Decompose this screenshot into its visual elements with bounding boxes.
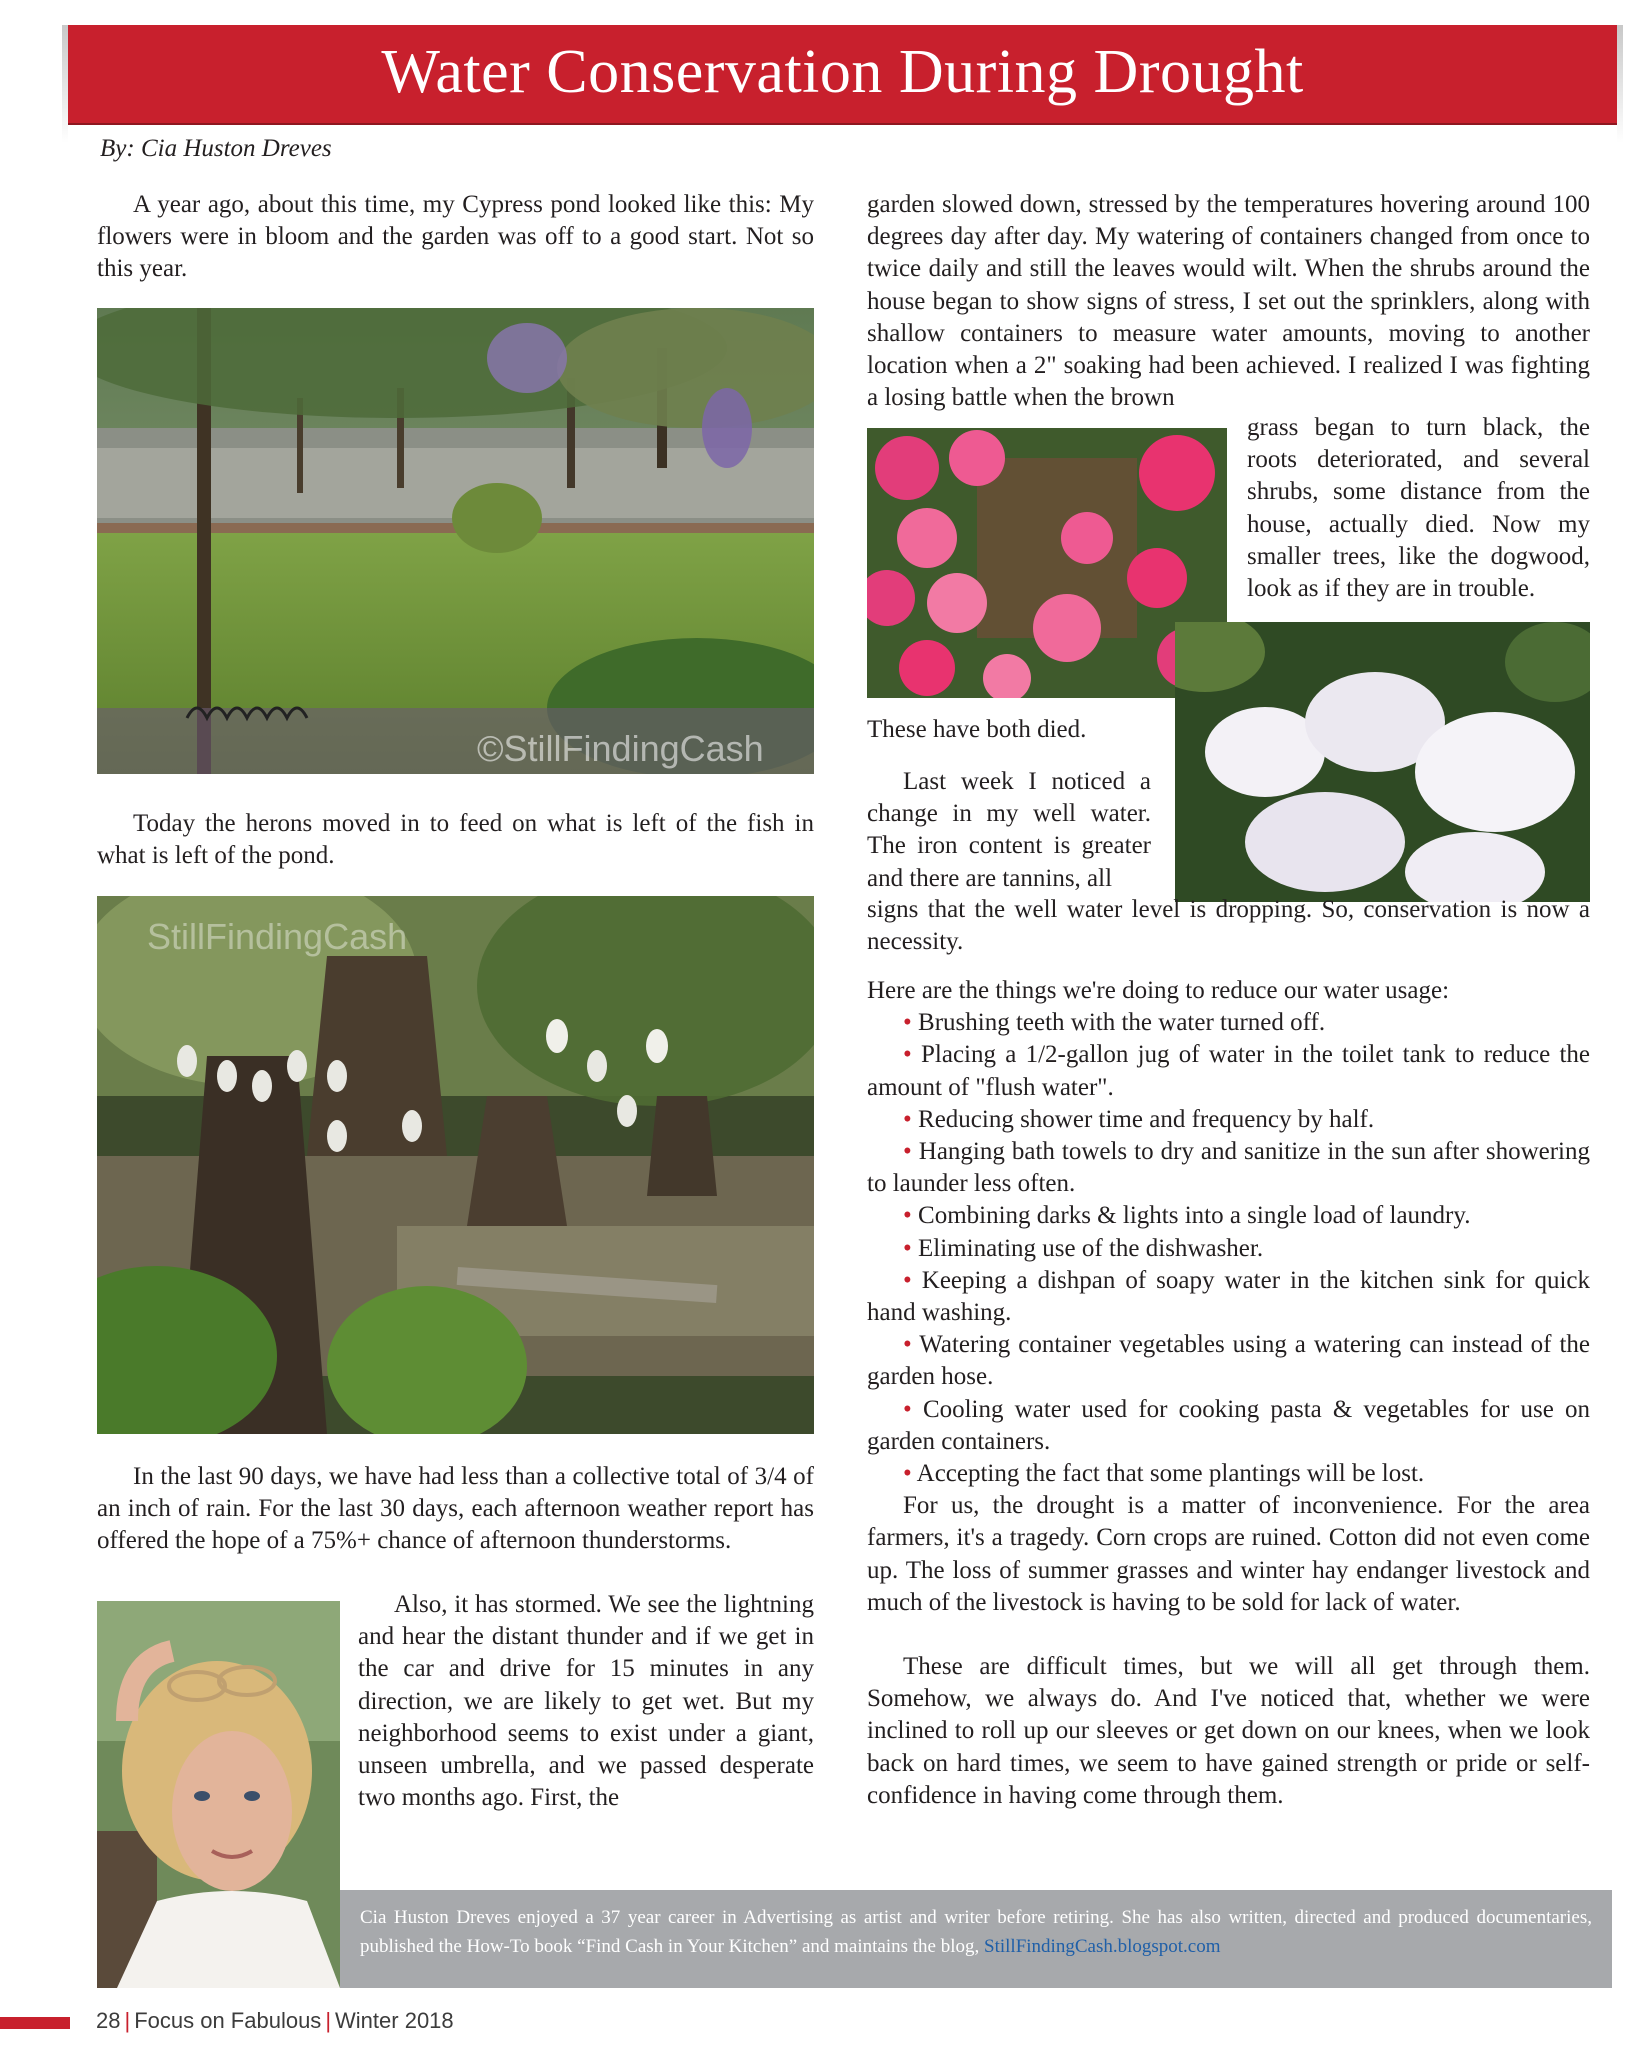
herons-photo-image xyxy=(97,896,814,1434)
right-paragraph-2-wrap: Last week I noticed a change in my well water. The iron content is greater and there are tannins, all xyxy=(867,768,1151,892)
blog-link[interactable]: StillFindingCash.blogspot.com xyxy=(984,1936,1221,1957)
publication-name: Focus on Fabulous xyxy=(134,2008,322,2033)
author-bio: Cia Huston Dreves enjoyed a 37 year career in Advertising as artist and writer before retiring. She has also written, directed and produced documentaries, published the How-To book “Find Cash in Your Kitchen” and maintains the blog, StillFindingCash.blogspot.com xyxy=(360,1907,1592,1957)
title-shadow-right xyxy=(1617,25,1623,143)
right-paragraph-2: signs that the well water level is dropping. So, conservation is now a necessity. xyxy=(867,896,1590,956)
list-item: • Reducing shower time and frequency by half. xyxy=(903,1105,1375,1133)
list-item: • Eliminating use of the dishwasher. xyxy=(903,1234,1264,1262)
author-bio-box xyxy=(340,1890,1612,1988)
page-footer xyxy=(96,2008,454,2034)
list-item: • Watering container vegetables using a watering can instead of the garden hose. xyxy=(867,1331,1590,1391)
footer-separator: | xyxy=(325,2008,332,2033)
bullet-icon: • xyxy=(903,1138,912,1166)
bullet-icon: • xyxy=(903,1460,912,1488)
list-item: • Hanging bath towels to dry and sanitize in the sun after showering to launder less often. xyxy=(867,1138,1590,1198)
issue-name: Winter 2018 xyxy=(335,2008,454,2033)
roses-photo-image xyxy=(867,428,1227,698)
herons-watermark: StillFindingCash xyxy=(147,916,408,957)
herons-photo xyxy=(97,896,814,1434)
bullet-icon: • xyxy=(903,1331,912,1359)
article-title: Water Conservation During Drought xyxy=(381,38,1304,106)
azaleas-photo xyxy=(1175,622,1590,902)
list-item: • Combining darks & lights into a single load of laundry. xyxy=(903,1202,1471,1230)
footer-separator: | xyxy=(124,2008,131,2033)
list-item: • Brushing teeth with the water turned off. xyxy=(903,1009,1326,1037)
left-paragraph-4: Also, it has stormed. We see the lightning and hear the distant thunder and if we get in the car and drive for 15 minutes in any direction, we are likely to get wet. But my neighborhood seems to exist under a giant, unseen umbrella, and we passed desperate two months ago. First, the xyxy=(358,1591,814,1812)
right-paragraph-1-wrap: grass began to turn black, the roots deteriorated, and several shrubs, some distance from the house, actually died. Now my smaller trees, like the dogwood, look as if they are in trouble. xyxy=(1247,414,1590,603)
left-paragraph-1: A year ago, about this time, my Cypress pond looked like this: My flowers were in bloom and the garden was off to a good start. Not so this year. xyxy=(97,191,814,283)
pond-photo-image xyxy=(97,308,814,774)
bullet-icon: • xyxy=(903,1202,912,1230)
right-paragraph-4: These are difficult times, but we will all get through them. Somehow, we always do. And I've noticed that, whether we were inclined to roll up our sleeves or get down on our knees, when we look back on hard times, we seem to have gained strength or pride or self-confidence in having come through them. xyxy=(867,1653,1590,1809)
bullet-icon: • xyxy=(903,1395,912,1423)
left-paragraph-2: Today the herons moved in to feed on what is left of the fish in what is left of the pond. xyxy=(97,810,814,870)
bullet-icon: • xyxy=(903,1041,912,1069)
page-number: 28 xyxy=(96,2008,121,2033)
pond-watermark: ©StillFindingCash xyxy=(477,728,764,769)
photo-caption: These have both died. xyxy=(867,716,1087,743)
right-paragraph-1: garden slowed down, stressed by the temperatures hovering around 100 degrees day after day. My watering of containers changed from once to twice daily and still the leaves would wilt. When the shrubs around the house began to show signs of stress, I set out the sprinklers, along with shallow containers to measure water amounts, moving to another location when a 2" soaking had been achieved. I realized I was fighting a losing battle when the brown xyxy=(867,191,1590,412)
list-item: • Keeping a dishpan of soapy water in the kitchen sink for quick hand washing. xyxy=(867,1266,1591,1327)
title-banner xyxy=(68,25,1617,125)
azaleas-photo-image xyxy=(1175,622,1590,902)
roses-photo xyxy=(867,428,1227,698)
paragraph-spacer xyxy=(867,1619,1590,1651)
bullet-icon: • xyxy=(903,1009,912,1037)
pond-photo xyxy=(97,308,814,774)
list-item: • Cooling water used for cooking pasta & vegetables for use on garden containers. xyxy=(867,1395,1590,1455)
list-item: • Accepting the fact that some plantings will be lost. xyxy=(903,1460,1425,1488)
bullet-icon: • xyxy=(903,1234,912,1262)
author-photo-image xyxy=(97,1601,340,1988)
list-intro: Here are the things we're doing to reduce our water usage: xyxy=(867,977,1450,1004)
bullet-icon: • xyxy=(903,1105,912,1133)
byline: By: Cia Huston Dreves xyxy=(100,135,332,162)
footer-accent-bar xyxy=(0,2017,70,2029)
bullet-icon: • xyxy=(903,1266,912,1294)
list-item: • Placing a 1/2-gallon jug of water in the toilet tank to reduce the amount of "flush water". xyxy=(867,1041,1590,1101)
right-paragraph-3: For us, the drought is a matter of inconvenience. For the area farmers, it's a tragedy. Corn crops are ruined. Cotton did not even come up. The loss of summer grasses and winter hay endanger livestock and much of the livestock is having to be sold for lack of water. xyxy=(867,1492,1590,1616)
left-paragraph-3: In the last 90 days, we have had less than a collective total of 3/4 of an inch of rain. For the last 30 days, each afternoon weather report has offered the hope of a 75%+ chance of afternoon thunderstorms. xyxy=(97,1463,814,1555)
author-photo xyxy=(97,1601,340,1988)
conservation-list xyxy=(867,975,1590,1812)
